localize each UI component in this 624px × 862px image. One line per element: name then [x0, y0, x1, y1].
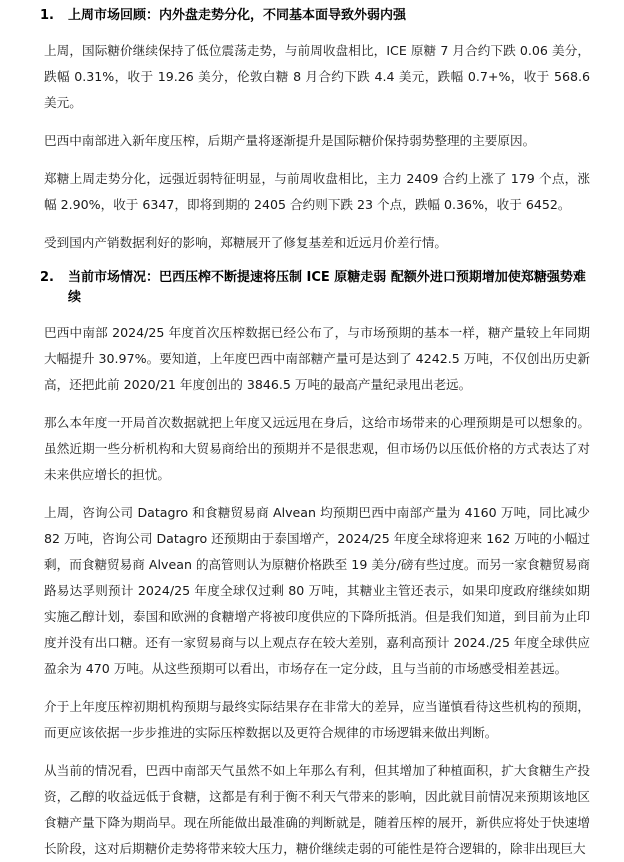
section-2-paragraph: 从当前的情况看，巴西中南部天气虽然不如上年那么有利，但其增加了种植面积，扩大食糖生产投资，乙醇的收益远低于食糖，这都是有利于衡不利天气带来的影响，因此就目前情况来预期该地区食糖产量下降为期尚早。现在所能做出最准确的判断就是，随着压榨的展开，新供应将处于快速增长阶段，这对后期糖价走势将带来较大压力，糖价继续走弱的可能性是符合逻辑的，除非出现巨大	[44, 763, 590, 856]
section-2-paragraph: 那么本年度一开局首次数据就把上年度又远远甩在身后，这给市场带来的心理预期是可以想象的。虽然近期一些分析机构和大贸易商给出的预期并不是很悲观，但市场仍以压低价格的方式表达了对未来供应增长的担忧。	[44, 415, 590, 482]
section-2-title: 当前市场情况：巴西压榨不断提速将压制 ICE 原糖走弱 配额外进口预期增加使郑糖强势难续	[68, 270, 586, 305]
section-1-paragraph: 巴西中南部进入新年度压榨，后期产量将逐渐提升是国际糖价保持弱势整理的主要原因。	[44, 133, 536, 148]
section-1-paragraph: 受到国内产销数据利好的影响，郑糖展开了修复基差和近远月价差行情。	[44, 235, 447, 250]
section-1-paragraph: 上周，国际糖价继续保持了低位震荡走势，与前周收盘相比，ICE 原糖 7 月合约下跌 0.06 美分，跌幅 0.31%，收于 19.26 美分，伦敦白糖 8 月合约下跌 4.4 美元，跌幅 0.7+%，收于 568.6 美元。	[44, 43, 590, 110]
section-2-paragraph: 介于上年度压榨初期机构预期与最终实际结果存在非常大的差异，应当谨慎看待这些机构的预期，而更应该依据一步步推进的实际压榨数据以及更符合规律的市场逻辑来做出判断。	[44, 699, 590, 740]
section-2-paragraph: 巴西中南部 2024/25 年度首次压榨数据已经公布了，与市场预期的基本一样，糖产量较上年同期大幅提升 30.97%。要知道，上年度巴西中南部糖产量可是达到了 4242.5 万吨，不仅创出历史新高，还把此前 2020/21 年度创出的 3846.5 万吨的最高产量纪录甩出老远。	[44, 325, 590, 392]
section-1-heading	[40, 6, 590, 26]
section-1-title: 上周市场回顾：内外盘走势分化，不同基本面导致外弱内强	[68, 8, 407, 23]
section-2-paragraph: 上周，咨询公司 Datagro 和食糖贸易商 Alvean 均预期巴西中南部产量为 4160 万吨，同比减少 82 万吨，咨询公司 Datagro 还预期由于泰国增产，2024/25 年度全球将迎来 162 万吨的小幅过剩，而食糖贸易商 Alvean 的高管则认为原糖价格跌至 19 美分/磅有些过度。而另一家食糖贸易商路易达孚则预计 2024/25 年度全球仅过剩 80 万吨，其糖业主管还表示，如果印度政府继续如期实施乙醇计划，泰国和欧洲的食糖增产将被印度供应的下降所抵消。但是我们知道，到目前为止印度并没有出口糖。还有一家贸易商与以上观点存在较大差别，嘉利高预计 2024./25 年度全球供应盈余为 470 万吨。从这些预期可以看出，市场存在一定分歧，且与当前的市场感受相差甚远。	[44, 505, 590, 676]
section-2-number: 2.	[40, 270, 54, 285]
section-1-number: 1.	[40, 8, 54, 23]
section-1-paragraph: 郑糖上周走势分化，远强近弱特征明显，与前周收盘相比，主力 2409 合约上涨了 179 个点，涨幅 2.90%，收于 6347，即将到期的 2405 合约则下跌 23 个点，跌幅 0.36%，收于 6452。	[44, 171, 590, 212]
section-2-heading	[40, 268, 590, 308]
